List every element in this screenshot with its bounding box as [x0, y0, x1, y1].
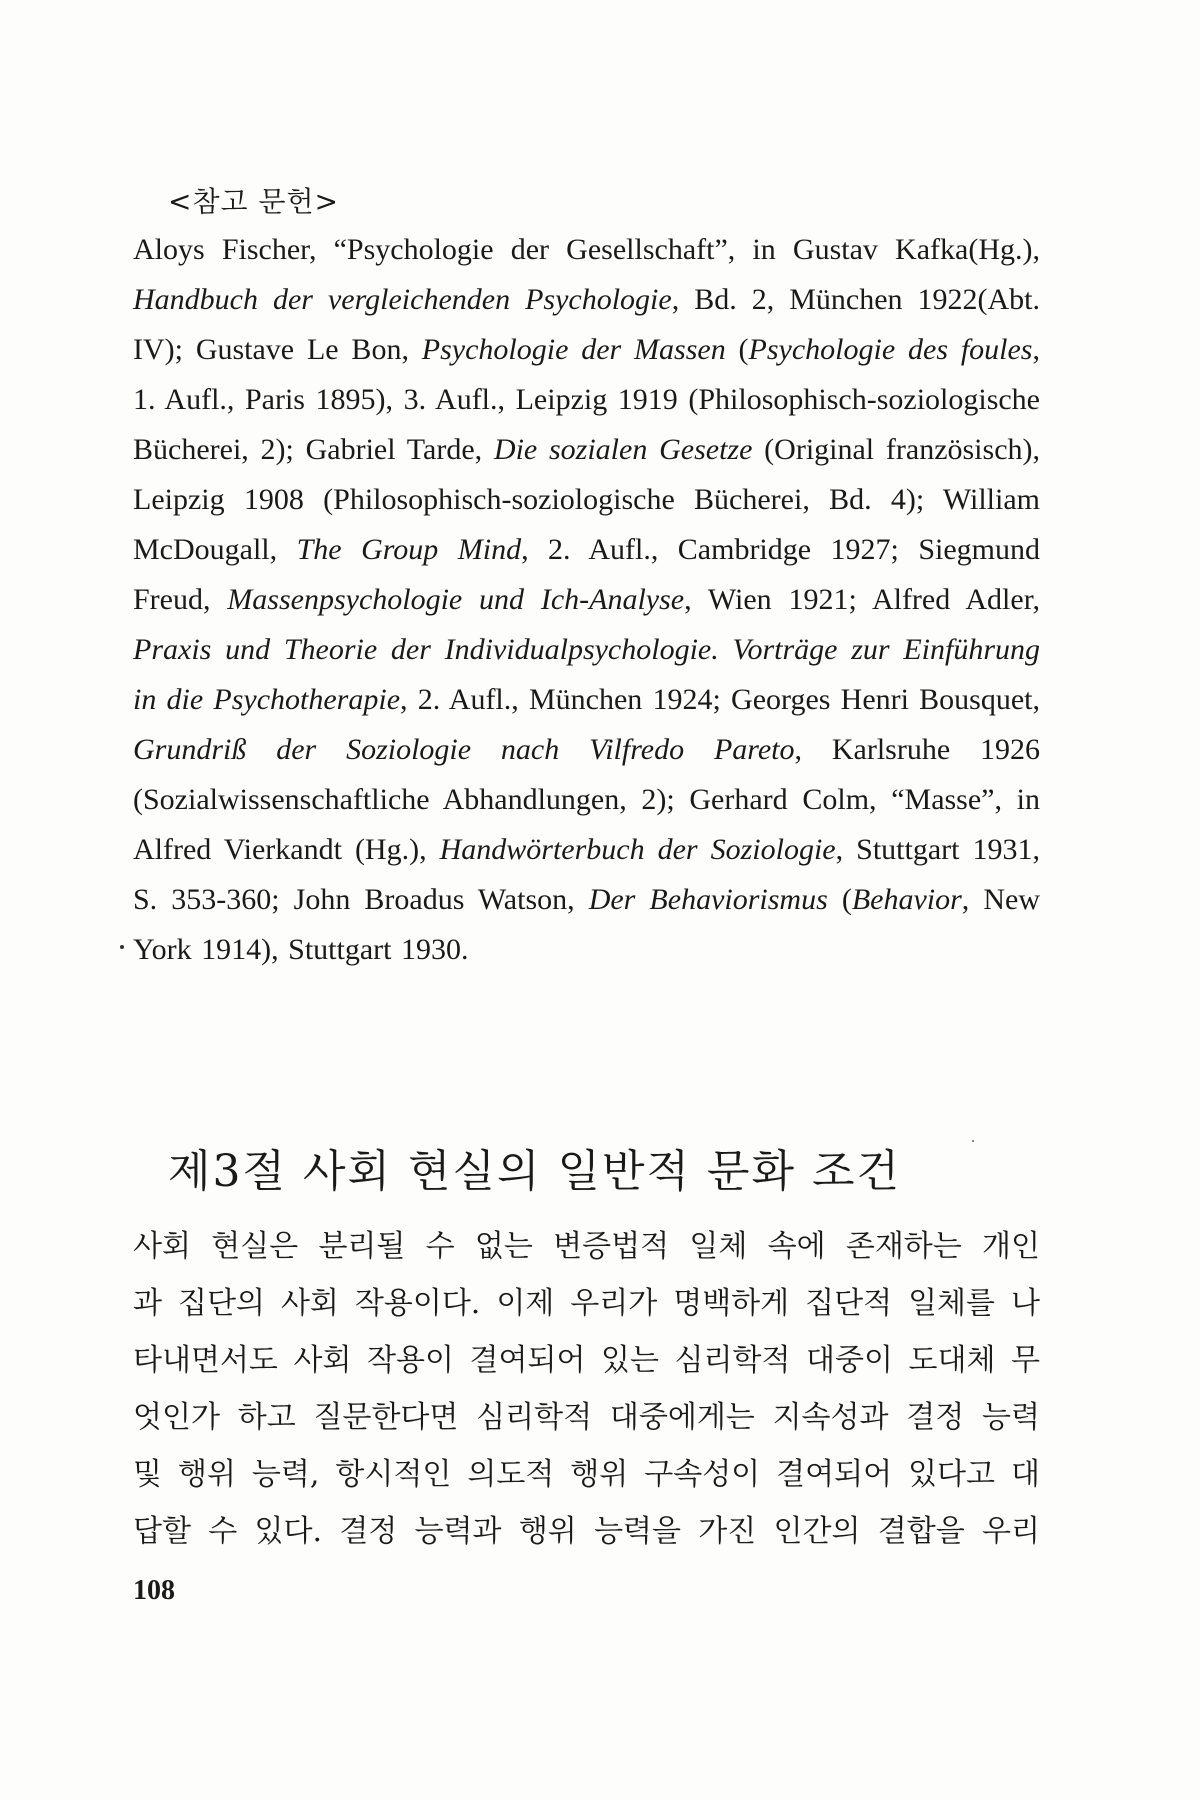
reference-title-italic: Handbuch der vergleichenden Psychologie	[133, 283, 672, 316]
reference-title-italic: The Group Mind	[296, 533, 522, 566]
reference-title-italic: Grundriß der Soziologie nach Vilfredo Pareto	[133, 733, 795, 766]
stray-mark	[972, 1140, 974, 1142]
reference-title-italic: Die sozialen Gesetze	[493, 433, 753, 466]
section-title: 제3절 사회 현실의 일반적 문화 조건	[168, 1146, 901, 1197]
body-line: 과 집단의 사회 작용이다. 이제 우리가 명백하게 집단적 일체를 나	[133, 1286, 1040, 1321]
body-line: 답할 수 있다. 결정 능력과 행위 능력을 가진 인간의 결합을 우리	[133, 1514, 1040, 1549]
body-line: 및 행위 능력, 항시적인 의도적 행위 구속성이 결여되어 있다고 대	[133, 1457, 1040, 1492]
reference-text: (Original französisch), Leipzig 1908 (Philosophisch-soziologische Bücherei, Bd. 4); William McDougall,	[133, 433, 1040, 566]
reference-text: Aloys Fischer, “Psychologie der Gesellschaft”, in Gustav Kafka(Hg.),	[133, 233, 1040, 266]
reference-text: , 1. Aufl., Paris 1895), 3. Aufl., Leipzig 1919 (Philosophisch-soziologische Bücherei, 2); Gabriel Tarde,	[133, 333, 1040, 466]
reference-text: , Wien 1921; Alfred Adler,	[684, 583, 1040, 616]
margin-dot	[120, 945, 124, 949]
reference-title-italic: Psychologie der Massen	[421, 333, 726, 366]
reference-text: , Karlsruhe 1926 (Sozialwissenschaftliche Abhandlungen, 2); Gerhard Colm, “Masse”, in Alfred Vierkandt (Hg.),	[133, 733, 1040, 866]
reference-text: , Bd. 2, München 1922(Abt. IV); Gustave Le Bon,	[133, 283, 1040, 366]
body-line: 사회 현실은 분리될 수 없는 변증법적 일체 속에 존재하는 개인	[133, 1229, 1040, 1264]
section-body	[133, 1218, 1040, 1560]
reference-title-italic: Handwörterbuch der Soziologie	[439, 833, 836, 866]
references-heading: <참고 문헌>	[168, 185, 340, 218]
references-paragraph	[133, 225, 1040, 975]
reference-text: , Stuttgart 1931, S. 353-360; John Broadus Watson,	[133, 833, 1040, 916]
page-number: 108	[133, 1575, 175, 1606]
body-line: 엇인가 하고 질문한다면 심리학적 대중에게는 지속성과 결정 능력	[133, 1400, 1040, 1435]
body-line: 타내면서도 사회 작용이 결여되어 있는 심리학적 대중이 도대체 무	[133, 1343, 1040, 1378]
reference-text: , 2. Aufl., Cambridge 1927; Siegmund Freud,	[133, 533, 1041, 616]
reference-text: (	[725, 333, 749, 366]
reference-title-italic: Behavior	[851, 883, 962, 916]
reference-text: , New York 1914), Stuttgart 1930.	[133, 883, 1040, 966]
reference-text: (	[827, 883, 852, 916]
reference-title-italic: Massenpsychologie und Ich-Analyse	[227, 583, 685, 616]
reference-title-italic: Praxis und Theorie der Individualpsychologie. Vorträge zur Einführung in die Psychotherapie	[133, 633, 1040, 716]
reference-title-italic: Der Behaviorismus	[588, 883, 828, 916]
reference-title-italic: Psychologie des foules	[748, 333, 1033, 366]
reference-text: , 2. Aufl., München 1924; Georges Henri Bousquet,	[400, 683, 1040, 716]
